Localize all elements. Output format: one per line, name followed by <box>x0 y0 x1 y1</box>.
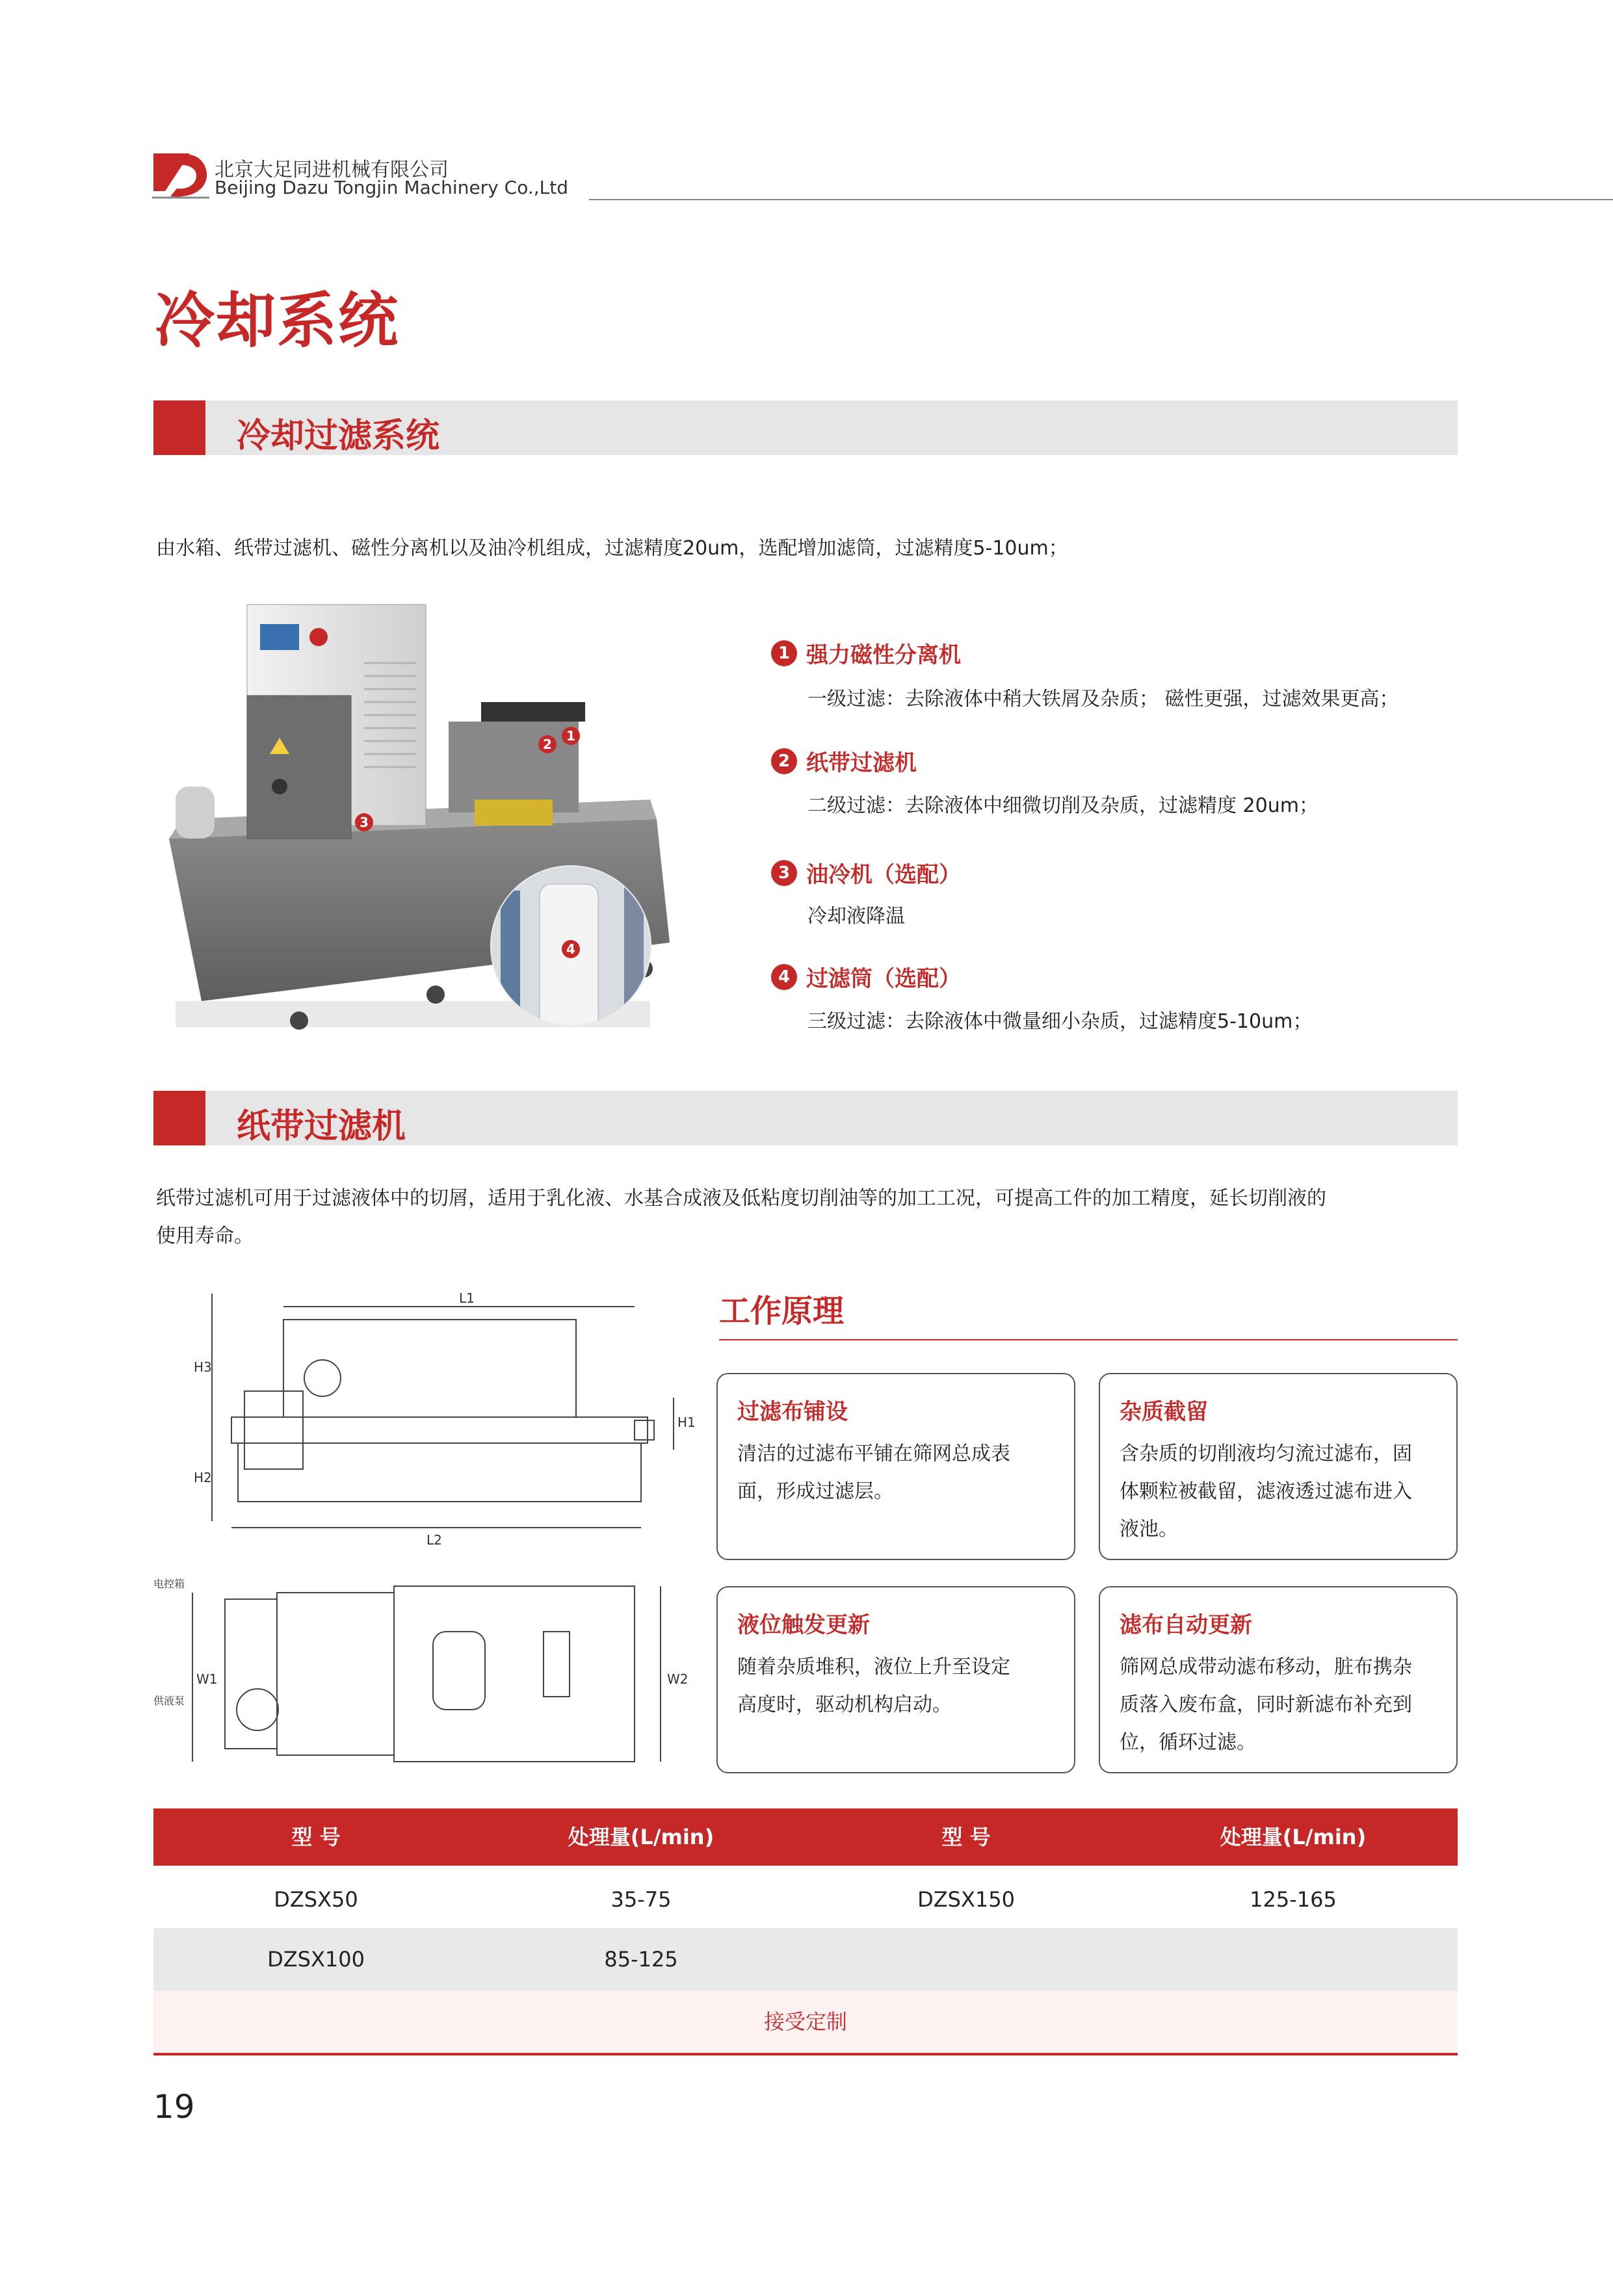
table-header-cell: 处理量(L/min) <box>568 1825 715 1849</box>
table-cell <box>804 1928 1129 1990</box>
callout-3-desc: 冷却液降温 <box>807 905 905 928</box>
dim-W1: W1 <box>196 1671 218 1687</box>
number-badge: 2 <box>771 748 797 774</box>
dim-H1: H1 <box>677 1415 696 1430</box>
page-title: 冷却系统 <box>155 286 400 356</box>
section-header-cooling-filter <box>153 400 1458 455</box>
callout-1-desc: 一级过滤：去除液体中稍大铁屑及杂质； 磁性更强，过滤效果更高； <box>807 688 1399 711</box>
company-logo <box>151 148 211 202</box>
principle-card-4 <box>1099 1586 1458 1773</box>
card-body: 含杂质的切削液均匀流过滤布，固 体颗粒被截留，滤液透过滤布进入 液池。 <box>1120 1442 1412 1541</box>
marker-2: 2 <box>543 737 552 752</box>
table-header-cell: 型 号 <box>941 1825 991 1849</box>
table-header-cell: 处理量(L/min) <box>1220 1825 1367 1849</box>
table-cell <box>1129 1928 1458 1990</box>
header-divider <box>589 199 1613 200</box>
callout-2-desc: 二级过滤：去除液体中细微切削及杂质，过滤精度 20um； <box>807 794 1318 817</box>
section-title: 冷却过滤系统 <box>237 417 440 456</box>
section2-intro-line1: 纸带过滤机可用于过滤液体中的切屑，适用于乳化液、水基合成液及低粘度切削油等的加工工况，可提高工件的加工精度，延长切削液的 <box>156 1187 1326 1210</box>
principle-card-3 <box>716 1586 1075 1773</box>
table-cell: DZSX150 <box>917 1887 1015 1912</box>
card-title: 滤布自动更新 <box>1120 1612 1252 1638</box>
card-body: 筛网总成带动滤布移动，脏布携杂 质落入废布盒，同时新滤布补充到 位，循环过滤。 <box>1120 1656 1412 1754</box>
card-title: 杂质截留 <box>1120 1399 1208 1425</box>
table-row <box>153 1868 1458 1931</box>
page-number: 19 <box>153 2088 195 2126</box>
card-body: 清洁的过滤布平铺在筛网总成表 面，形成过滤层。 <box>737 1442 1010 1503</box>
number-badge: 1 <box>771 640 797 666</box>
table-footer-note: 接受定制 <box>763 2009 847 2034</box>
callout-4-title: 4 过滤筒（选配） <box>771 961 961 993</box>
number-badge: 3 <box>771 860 797 886</box>
principle-card-2 <box>1099 1373 1458 1560</box>
number-badge: 4 <box>771 964 797 990</box>
dim-L1: L1 <box>459 1290 475 1306</box>
cooling-system-photo <box>150 579 696 1073</box>
table-cell: 35-75 <box>610 1887 672 1912</box>
section-title: 纸带过滤机 <box>237 1107 406 1146</box>
section-accent <box>153 400 205 455</box>
principle-card-1 <box>716 1373 1075 1560</box>
dim-H2: H2 <box>194 1470 212 1485</box>
label-supply-pump: 供液泵 <box>153 1695 185 1707</box>
table-cell: 85-125 <box>604 1947 678 1972</box>
section-header-paper-filter <box>153 1091 1458 1145</box>
table-bottom-border <box>153 2053 1458 2055</box>
company-name-cn: 北京大足同进机械有限公司 <box>215 159 449 181</box>
technical-drawing <box>153 1290 696 1775</box>
label-control-box: 电控箱 <box>153 1578 185 1590</box>
section2-intro-line2: 使用寿命。 <box>156 1225 254 1247</box>
dim-W2: W2 <box>667 1671 688 1687</box>
marker-4: 4 <box>566 941 575 957</box>
callout-3-title: 3 油冷机（选配） <box>771 857 961 889</box>
marker-1: 1 <box>566 728 575 744</box>
dim-H3: H3 <box>194 1359 212 1375</box>
table-cell: 125-165 <box>1250 1887 1337 1912</box>
table-row <box>153 1928 1458 1990</box>
table-cell: DZSX100 <box>267 1947 365 1972</box>
callout-2-title: 2 纸带过滤机 <box>771 745 917 777</box>
working-principle-divider <box>719 1339 1458 1340</box>
table-header-cell: 型 号 <box>291 1825 341 1849</box>
callout-1-title: 1 强力磁性分离机 <box>771 637 961 669</box>
working-principle-title: 工作原理 <box>719 1293 845 1329</box>
marker-3: 3 <box>360 815 369 830</box>
card-body: 随着杂质堆积，液位上升至设定 高度时，驱动机构启动。 <box>737 1656 1010 1716</box>
dim-L2: L2 <box>426 1532 442 1548</box>
callout-4-desc: 三级过滤：去除液体中微量细小杂质，过滤精度5-10um； <box>807 1010 1313 1033</box>
section-accent <box>153 1091 205 1145</box>
section-intro: 由水箱、纸带过滤机、磁性分离机以及油冷机组成，过滤精度20um，选配增加滤筒，过滤精度5-10um； <box>156 537 1068 560</box>
table-footer-row <box>153 1990 1458 2053</box>
spec-table-header <box>153 1808 1458 1866</box>
table-cell: DZSX50 <box>274 1887 358 1912</box>
company-name-en: Beijing Dazu Tongjin Machinery Co.,Ltd <box>215 177 568 198</box>
card-title: 液位触发更新 <box>737 1612 870 1638</box>
card-title: 过滤布铺设 <box>737 1399 848 1425</box>
